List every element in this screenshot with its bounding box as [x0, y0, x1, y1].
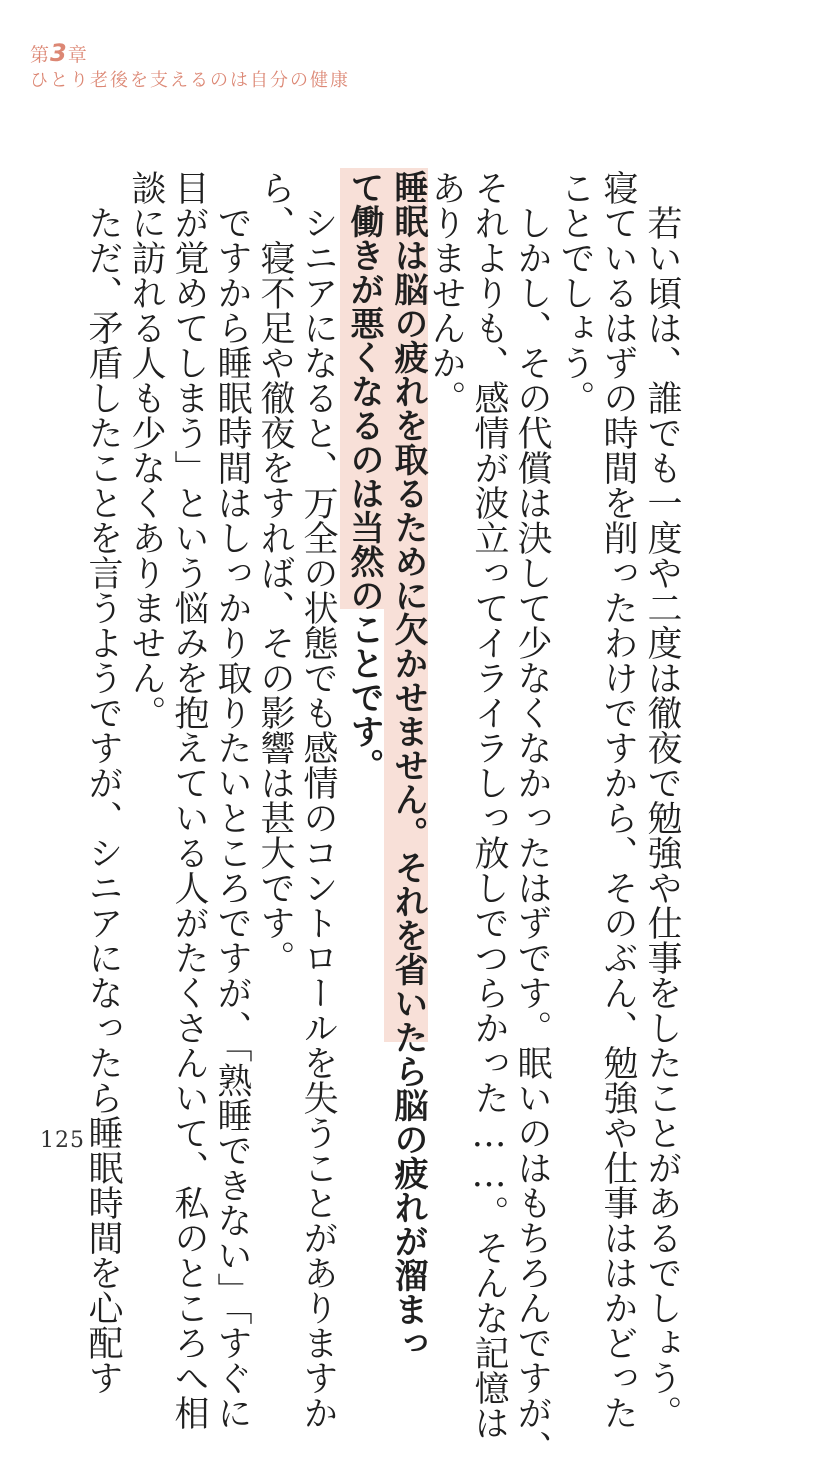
text-column-12: 目が覚めてしまう」という悩みを抱えている人がたくさんいて、私のところへ相 [169, 170, 209, 1430]
text-column-2: 寝ているはずの時間を削ったわけですから、そのぶん、勉強や仕事ははかどった [598, 170, 638, 1430]
text-column-3: ことでしょう。 [555, 170, 595, 415]
emphasis-column-1: 睡眠は脳の疲れを取るために欠かせません。それを省いたら脳の疲れが溜まっ [388, 170, 428, 1360]
text-column-4: しかし、その代償は決して少なくなかったはずです。眠いのはもちろんですが、 [512, 170, 552, 1465]
text-column-11: ですから睡眠時間はしっかり取りたいところですが、「熟睡できない」「すぐに [212, 170, 252, 1430]
chapter-header [30, 40, 350, 94]
text-column-9: シニアになると、万全の状態でも感情のコントロールを失うことがありますか [298, 170, 338, 1430]
text-column-6: ありませんか。 [426, 170, 466, 415]
chapter-subtitle: ひとり老後を支えるのは自分の健康 [30, 70, 350, 91]
text-column-10: ら、寝不足や徹夜をすれば、その影響は甚大です。 [255, 170, 295, 975]
chapter-suffix: 章 [67, 44, 88, 66]
page-number: 125 [40, 1128, 85, 1153]
text-column-5: それよりも、感情が波立ってイライラしっ放しでつらかった……。そんな記憶は [469, 170, 509, 1440]
text-column-13: 談に訪れる人も少なくありません。 [126, 170, 166, 730]
emphasis-column-2: て働きが悪くなるのは当然のことです。 [344, 170, 384, 782]
chapter-number: 3 [50, 39, 68, 67]
chapter-label [30, 40, 350, 68]
text-column-1: 若い頃は、誰でも一度や二度は徹夜で勉強や仕事をしたことがあるでしょう。 [642, 170, 682, 1430]
text-column-14: ただ、矛盾したことを言うようですが、シニアになったら睡眠時間を心配す [83, 170, 123, 1395]
chapter-prefix: 第 [30, 44, 51, 66]
